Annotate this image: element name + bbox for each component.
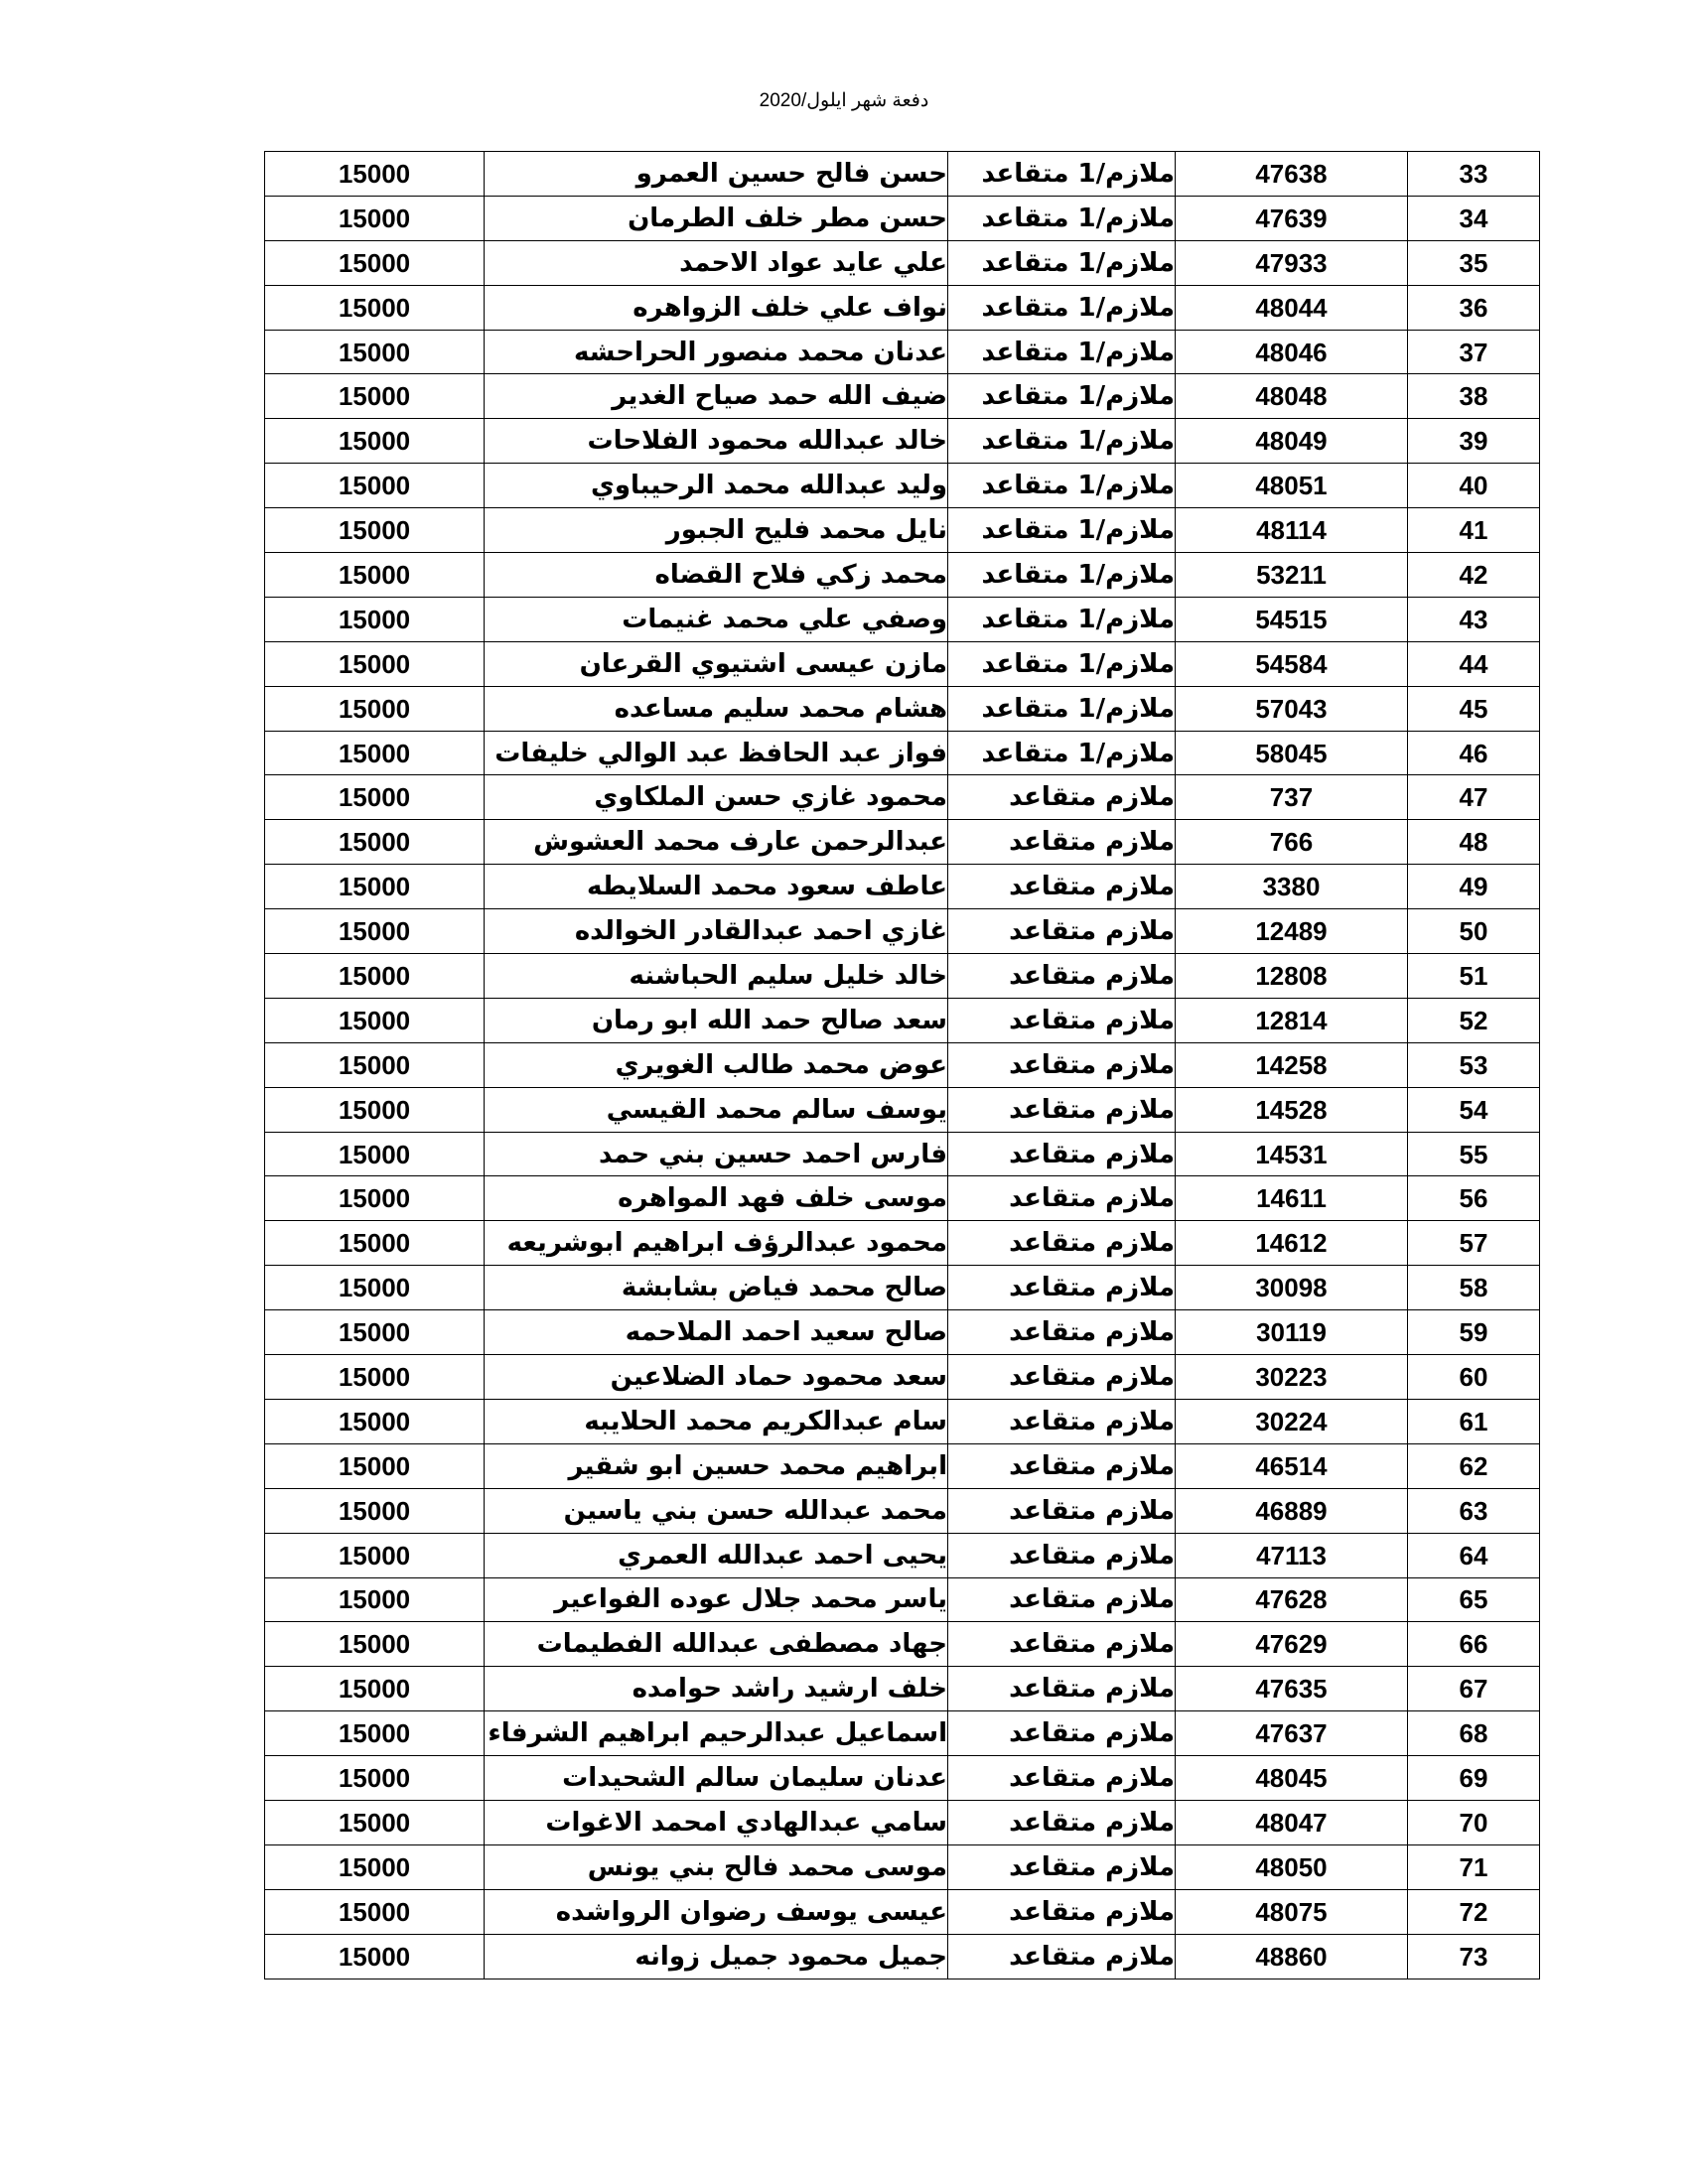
table-row — [265, 1667, 1540, 1711]
rank-cell: ملازم متقاعد — [948, 1488, 1176, 1533]
table-row — [265, 1443, 1540, 1488]
rank-cell: ملازم/1 متقاعد — [948, 152, 1176, 197]
full-name-cell: وصفي علي محمد غنيمات — [485, 597, 948, 641]
military-id-cell: 47933 — [1176, 240, 1408, 285]
rank-cell: ملازم متقاعد — [948, 1266, 1176, 1310]
row-number-cell: 50 — [1408, 909, 1540, 954]
row-number-cell: 45 — [1408, 686, 1540, 731]
table-row — [265, 775, 1540, 820]
military-id-cell: 48051 — [1176, 464, 1408, 508]
military-id-cell: 14531 — [1176, 1132, 1408, 1176]
full-name-cell: وليد عبدالله محمد الرحيباوي — [485, 464, 948, 508]
military-id-cell: 12814 — [1176, 998, 1408, 1042]
row-number-cell: 61 — [1408, 1399, 1540, 1443]
page-title: دفعة شهر ايلول/2020 — [759, 90, 929, 111]
rank-cell: ملازم متقاعد — [948, 1221, 1176, 1266]
military-id-cell: 14258 — [1176, 1042, 1408, 1087]
rank-cell: ملازم متقاعد — [948, 1756, 1176, 1801]
military-id-cell: 14612 — [1176, 1221, 1408, 1266]
rank-cell: ملازم/1 متقاعد — [948, 553, 1176, 598]
rank-cell: ملازم/1 متقاعد — [948, 731, 1176, 775]
amount-cell: 15000 — [265, 909, 485, 954]
table-row — [265, 1488, 1540, 1533]
amount-cell: 15000 — [265, 1221, 485, 1266]
full-name-cell: صالح سعيد احمد الملاحمه — [485, 1310, 948, 1355]
full-name-cell: فواز عبد الحافظ عبد الوالي خليفات — [485, 731, 948, 775]
amount-cell: 15000 — [265, 553, 485, 598]
table-row — [265, 1711, 1540, 1756]
military-id-cell: 30098 — [1176, 1266, 1408, 1310]
military-id-cell: 58045 — [1176, 731, 1408, 775]
full-name-cell: ياسر محمد جلال عوده الفواعير — [485, 1577, 948, 1622]
amount-cell: 15000 — [265, 1042, 485, 1087]
rank-cell: ملازم متقاعد — [948, 954, 1176, 999]
row-number-cell: 48 — [1408, 820, 1540, 865]
row-number-cell: 68 — [1408, 1711, 1540, 1756]
table-row — [265, 731, 1540, 775]
roster-table — [264, 151, 1540, 1979]
rank-cell: ملازم/1 متقاعد — [948, 240, 1176, 285]
rank-cell: ملازم/1 متقاعد — [948, 597, 1176, 641]
full-name-cell: عبدالرحمن عارف محمد العشوش — [485, 820, 948, 865]
rank-cell: ملازم متقاعد — [948, 1577, 1176, 1622]
full-name-cell: نايل محمد فليح الجبور — [485, 508, 948, 553]
military-id-cell: 46514 — [1176, 1443, 1408, 1488]
row-number-cell: 52 — [1408, 998, 1540, 1042]
table-row — [265, 1355, 1540, 1400]
full-name-cell: محمد عبدالله حسن بني ياسين — [485, 1488, 948, 1533]
full-name-cell: اسماعيل عبدالرحيم ابراهيم الشرفاء — [485, 1711, 948, 1756]
table-row — [265, 1176, 1540, 1221]
row-number-cell: 57 — [1408, 1221, 1540, 1266]
table-row — [265, 553, 1540, 598]
military-id-cell: 54515 — [1176, 597, 1408, 641]
full-name-cell: ابراهيم محمد حسين ابو شقير — [485, 1443, 948, 1488]
amount-cell: 15000 — [265, 1711, 485, 1756]
full-name-cell: عوض محمد طالب الغويري — [485, 1042, 948, 1087]
amount-cell: 15000 — [265, 1667, 485, 1711]
full-name-cell: سام عبدالكريم محمد الحلايبه — [485, 1399, 948, 1443]
full-name-cell: غازي احمد عبدالقادر الخوالده — [485, 909, 948, 954]
table-row — [265, 1087, 1540, 1132]
table-row — [265, 1310, 1540, 1355]
table-row — [265, 597, 1540, 641]
amount-cell: 15000 — [265, 1266, 485, 1310]
military-id-cell: 30224 — [1176, 1399, 1408, 1443]
row-number-cell: 58 — [1408, 1266, 1540, 1310]
table-row — [265, 464, 1540, 508]
row-number-cell: 34 — [1408, 196, 1540, 240]
amount-cell: 15000 — [265, 374, 485, 419]
row-number-cell: 42 — [1408, 553, 1540, 598]
table-row — [265, 1800, 1540, 1844]
military-id-cell: 47637 — [1176, 1711, 1408, 1756]
full-name-cell: جهاد مصطفى عبدالله الفطيمات — [485, 1622, 948, 1667]
amount-cell: 15000 — [265, 285, 485, 330]
amount-cell: 15000 — [265, 1622, 485, 1667]
military-id-cell: 48047 — [1176, 1800, 1408, 1844]
table-row — [265, 1399, 1540, 1443]
rank-cell: ملازم متقاعد — [948, 1443, 1176, 1488]
military-id-cell: 48050 — [1176, 1844, 1408, 1889]
military-id-cell: 737 — [1176, 775, 1408, 820]
full-name-cell: خلف ارشيد راشد حوامده — [485, 1667, 948, 1711]
rank-cell: ملازم متقاعد — [948, 1622, 1176, 1667]
amount-cell: 15000 — [265, 1355, 485, 1400]
amount-cell: 15000 — [265, 998, 485, 1042]
full-name-cell: عدنان سليمان سالم الشحيدات — [485, 1756, 948, 1801]
full-name-cell: محمود غازي حسن الملكاوي — [485, 775, 948, 820]
military-id-cell: 3380 — [1176, 865, 1408, 909]
table-row — [265, 196, 1540, 240]
table-row — [265, 152, 1540, 197]
amount-cell: 15000 — [265, 1488, 485, 1533]
row-number-cell: 49 — [1408, 865, 1540, 909]
row-number-cell: 41 — [1408, 508, 1540, 553]
amount-cell: 15000 — [265, 1087, 485, 1132]
row-number-cell: 73 — [1408, 1934, 1540, 1979]
military-id-cell: 14611 — [1176, 1176, 1408, 1221]
row-number-cell: 56 — [1408, 1176, 1540, 1221]
full-name-cell: خالد خليل سليم الحباشنه — [485, 954, 948, 999]
amount-cell: 15000 — [265, 419, 485, 464]
full-name-cell: نواف علي خلف الزواهره — [485, 285, 948, 330]
rank-cell: ملازم متقاعد — [948, 909, 1176, 954]
row-number-cell: 37 — [1408, 330, 1540, 374]
rank-cell: ملازم متقاعد — [948, 1399, 1176, 1443]
row-number-cell: 43 — [1408, 597, 1540, 641]
row-number-cell: 39 — [1408, 419, 1540, 464]
table-row — [265, 1042, 1540, 1087]
amount-cell: 15000 — [265, 464, 485, 508]
table-row — [265, 1577, 1540, 1622]
table-row — [265, 330, 1540, 374]
table-row — [265, 285, 1540, 330]
rank-cell: ملازم متقاعد — [948, 1844, 1176, 1889]
full-name-cell: عدنان محمد منصور الحراحشه — [485, 330, 948, 374]
row-number-cell: 72 — [1408, 1889, 1540, 1934]
amount-cell: 15000 — [265, 1889, 485, 1934]
full-name-cell: سعد صالح حمد الله ابو رمان — [485, 998, 948, 1042]
rank-cell: ملازم متقاعد — [948, 1533, 1176, 1577]
row-number-cell: 55 — [1408, 1132, 1540, 1176]
row-number-cell: 40 — [1408, 464, 1540, 508]
amount-cell: 15000 — [265, 641, 485, 686]
military-id-cell: 47629 — [1176, 1622, 1408, 1667]
rank-cell: ملازم متقاعد — [948, 1889, 1176, 1934]
table-row — [265, 686, 1540, 731]
amount-cell: 15000 — [265, 1800, 485, 1844]
rank-cell: ملازم/1 متقاعد — [948, 285, 1176, 330]
military-id-cell: 48860 — [1176, 1934, 1408, 1979]
military-id-cell: 48114 — [1176, 508, 1408, 553]
amount-cell: 15000 — [265, 1176, 485, 1221]
row-number-cell: 38 — [1408, 374, 1540, 419]
table-row — [265, 1132, 1540, 1176]
amount-cell: 15000 — [265, 820, 485, 865]
amount-cell: 15000 — [265, 240, 485, 285]
table-row — [265, 1622, 1540, 1667]
row-number-cell: 59 — [1408, 1310, 1540, 1355]
full-name-cell: عيسى يوسف رضوان الرواشده — [485, 1889, 948, 1934]
rank-cell: ملازم/1 متقاعد — [948, 464, 1176, 508]
row-number-cell: 47 — [1408, 775, 1540, 820]
full-name-cell: يوسف سالم محمد القيسي — [485, 1087, 948, 1132]
amount-cell: 15000 — [265, 1756, 485, 1801]
full-name-cell: محمد زكي فلاح القضاه — [485, 553, 948, 598]
table-row — [265, 998, 1540, 1042]
row-number-cell: 36 — [1408, 285, 1540, 330]
full-name-cell: ضيف الله حمد صياح الغدير — [485, 374, 948, 419]
amount-cell: 15000 — [265, 597, 485, 641]
table-row — [265, 1533, 1540, 1577]
rank-cell: ملازم متقاعد — [948, 820, 1176, 865]
row-number-cell: 69 — [1408, 1756, 1540, 1801]
amount-cell: 15000 — [265, 330, 485, 374]
row-number-cell: 65 — [1408, 1577, 1540, 1622]
table-row — [265, 865, 1540, 909]
table-row — [265, 508, 1540, 553]
amount-cell: 15000 — [265, 152, 485, 197]
military-id-cell: 766 — [1176, 820, 1408, 865]
table-row — [265, 1221, 1540, 1266]
rank-cell: ملازم متقاعد — [948, 1355, 1176, 1400]
amount-cell: 15000 — [265, 731, 485, 775]
military-id-cell: 47639 — [1176, 196, 1408, 240]
row-number-cell: 53 — [1408, 1042, 1540, 1087]
rank-cell: ملازم متقاعد — [948, 1711, 1176, 1756]
full-name-cell: حسن فالح حسين العمرو — [485, 152, 948, 197]
table-row — [265, 909, 1540, 954]
table-row — [265, 419, 1540, 464]
amount-cell: 15000 — [265, 1577, 485, 1622]
amount-cell: 15000 — [265, 1132, 485, 1176]
rank-cell: ملازم/1 متقاعد — [948, 686, 1176, 731]
full-name-cell: عاطف سعود محمد السلايطه — [485, 865, 948, 909]
rank-cell: ملازم متقاعد — [948, 1934, 1176, 1979]
full-name-cell: مازن عيسى اشتيوي القرعان — [485, 641, 948, 686]
full-name-cell: حسن مطر خلف الطرمان — [485, 196, 948, 240]
military-id-cell: 47638 — [1176, 152, 1408, 197]
rank-cell: ملازم متقاعد — [948, 1667, 1176, 1711]
amount-cell: 15000 — [265, 1934, 485, 1979]
military-id-cell: 48045 — [1176, 1756, 1408, 1801]
military-id-cell: 48075 — [1176, 1889, 1408, 1934]
rank-cell: ملازم متقاعد — [948, 1132, 1176, 1176]
full-name-cell: موسى خلف فهد المواهره — [485, 1176, 948, 1221]
military-id-cell: 48049 — [1176, 419, 1408, 464]
row-number-cell: 67 — [1408, 1667, 1540, 1711]
table-row — [265, 820, 1540, 865]
rank-cell: ملازم/1 متقاعد — [948, 374, 1176, 419]
full-name-cell: هشام محمد سليم مساعده — [485, 686, 948, 731]
full-name-cell: يحيى احمد عبدالله العمري — [485, 1533, 948, 1577]
amount-cell: 15000 — [265, 1310, 485, 1355]
rank-cell: ملازم/1 متقاعد — [948, 641, 1176, 686]
full-name-cell: فارس احمد حسين بني حمد — [485, 1132, 948, 1176]
full-name-cell: علي عايد عواد الاحمد — [485, 240, 948, 285]
military-id-cell: 47113 — [1176, 1533, 1408, 1577]
row-number-cell: 71 — [1408, 1844, 1540, 1889]
row-number-cell: 60 — [1408, 1355, 1540, 1400]
rank-cell: ملازم/1 متقاعد — [948, 419, 1176, 464]
full-name-cell: سامي عبدالهادي امحمد الاغوات — [485, 1800, 948, 1844]
rank-cell: ملازم متقاعد — [948, 865, 1176, 909]
military-id-cell: 48044 — [1176, 285, 1408, 330]
row-number-cell: 51 — [1408, 954, 1540, 999]
full-name-cell: سعد محمود حماد الضلاعين — [485, 1355, 948, 1400]
rank-cell: ملازم/1 متقاعد — [948, 330, 1176, 374]
rank-cell: ملازم متقاعد — [948, 1800, 1176, 1844]
roster-table-body — [265, 152, 1540, 1979]
full-name-cell: صالح محمد فياض بشابشة — [485, 1266, 948, 1310]
amount-cell: 15000 — [265, 508, 485, 553]
military-id-cell: 47628 — [1176, 1577, 1408, 1622]
table-row — [265, 1756, 1540, 1801]
rank-cell: ملازم متقاعد — [948, 1176, 1176, 1221]
military-id-cell: 57043 — [1176, 686, 1408, 731]
military-id-cell: 12808 — [1176, 954, 1408, 999]
rank-cell: ملازم/1 متقاعد — [948, 196, 1176, 240]
military-id-cell: 47635 — [1176, 1667, 1408, 1711]
military-id-cell: 48046 — [1176, 330, 1408, 374]
row-number-cell: 33 — [1408, 152, 1540, 197]
military-id-cell: 54584 — [1176, 641, 1408, 686]
rank-cell: ملازم متقاعد — [948, 1042, 1176, 1087]
amount-cell: 15000 — [265, 196, 485, 240]
military-id-cell: 30119 — [1176, 1310, 1408, 1355]
row-number-cell: 66 — [1408, 1622, 1540, 1667]
row-number-cell: 35 — [1408, 240, 1540, 285]
amount-cell: 15000 — [265, 686, 485, 731]
row-number-cell: 46 — [1408, 731, 1540, 775]
table-row — [265, 1844, 1540, 1889]
full-name-cell: جميل محمود جميل زوانه — [485, 1934, 948, 1979]
amount-cell: 15000 — [265, 865, 485, 909]
military-id-cell: 30223 — [1176, 1355, 1408, 1400]
amount-cell: 15000 — [265, 1443, 485, 1488]
amount-cell: 15000 — [265, 775, 485, 820]
table-row — [265, 240, 1540, 285]
table-row — [265, 1934, 1540, 1979]
full-name-cell: موسى محمد فالح بني يونس — [485, 1844, 948, 1889]
row-number-cell: 64 — [1408, 1533, 1540, 1577]
military-id-cell: 53211 — [1176, 553, 1408, 598]
military-id-cell: 46889 — [1176, 1488, 1408, 1533]
rank-cell: ملازم/1 متقاعد — [948, 508, 1176, 553]
military-id-cell: 14528 — [1176, 1087, 1408, 1132]
table-row — [265, 641, 1540, 686]
rank-cell: ملازم متقاعد — [948, 1087, 1176, 1132]
amount-cell: 15000 — [265, 1533, 485, 1577]
amount-cell: 15000 — [265, 1844, 485, 1889]
amount-cell: 15000 — [265, 954, 485, 999]
full-name-cell: خالد عبدالله محمود الفلاحات — [485, 419, 948, 464]
military-id-cell: 12489 — [1176, 909, 1408, 954]
row-number-cell: 44 — [1408, 641, 1540, 686]
table-row — [265, 1266, 1540, 1310]
row-number-cell: 63 — [1408, 1488, 1540, 1533]
table-row — [265, 954, 1540, 999]
row-number-cell: 70 — [1408, 1800, 1540, 1844]
table-row — [265, 1889, 1540, 1934]
rank-cell: ملازم متقاعد — [948, 775, 1176, 820]
row-number-cell: 62 — [1408, 1443, 1540, 1488]
military-id-cell: 48048 — [1176, 374, 1408, 419]
rank-cell: ملازم متقاعد — [948, 1310, 1176, 1355]
full-name-cell: محمود عبدالرؤف ابراهيم ابوشريعه — [485, 1221, 948, 1266]
rank-cell: ملازم متقاعد — [948, 998, 1176, 1042]
table-row — [265, 374, 1540, 419]
amount-cell: 15000 — [265, 1399, 485, 1443]
row-number-cell: 54 — [1408, 1087, 1540, 1132]
